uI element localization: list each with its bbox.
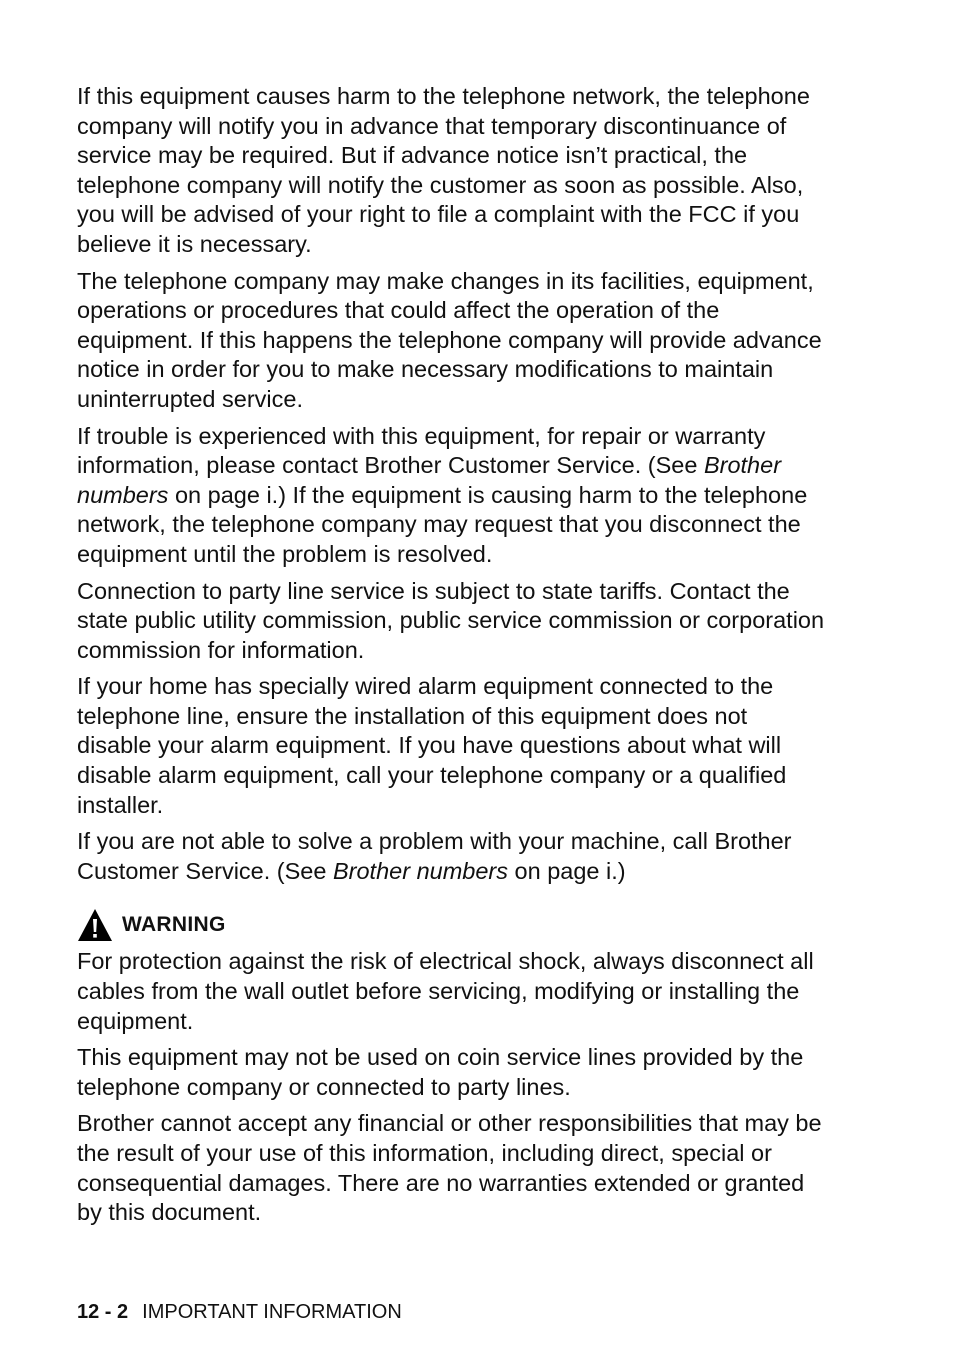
page-number: 12 - 2 [77,1301,129,1323]
paragraph-customer-service-after: on page i.) [508,857,626,884]
paragraph-customer-service [77,827,827,886]
paragraph-facility-changes: The telephone company may make changes in its facilities, equipment, operations or procedures that could affect the operation of the equipment. If this happens the telephone company will provide advance notice in order for you to make necessary modifications to maintain uninterrupted service. [77,267,822,412]
page-footer [77,1300,402,1324]
paragraph-alarm-equipment: If your home has specially wired alarm equipment connected to the telephone line, ensure the installation of this equipment does not disable your alarm equipment. If you have questions about what will disable alarm equipment, call your telephone company or a qualified installer. [77,673,787,818]
paragraph-network-harm: If this equipment causes harm to the telephone network, the telephone company will notify you in advance that temporary discontinuance of service may be required. But if advance notice isn’t practical, the telephone company will notify the customer as soon as possible. Also, you will be advised of your right to file a complaint with the FCC if you believe it is necessary. [77,83,810,257]
paragraph-customer-service-before: If you are not able to solve a problem with your machine, call Brother Customer Service. (See [77,828,792,884]
paragraph-trouble [77,422,827,570]
warning-paragraph-coin-service: This equipment may not be used on coin service lines provided by the telephone company or connected to party lines. [77,1044,804,1100]
warning-paragraph-liability: Brother cannot accept any financial or other responsibilities that may be the result of your use of this information, including direct, special or consequential damages. There are no warranties extended or granted by this document. [77,1110,822,1226]
warning-triangle-icon [77,908,113,942]
brother-numbers-reference: Brother numbers [332,857,509,884]
brother-numbers-reference: Brother numbers [77,452,782,508]
paragraph-party-line: Connection to party line service is subject to state tariffs. Contact the state public utility commission, public service commission or corporation commission for information. [77,577,825,663]
page-content [77,82,827,1235]
section-title: IMPORTANT INFORMATION [142,1301,402,1323]
paragraph-trouble-after: on page i.) If the equipment is causing harm to the telephone network, the telephone company may request that you disconnect the equipment until the problem is resolved. [77,481,808,567]
warning-label: WARNING [122,913,226,937]
paragraph-trouble-before: If trouble is experienced with this equipment, for repair or warranty information, please contact Brother Customer Service. (See [77,422,766,479]
warning-paragraph-shock: For protection against the risk of electrical shock, always disconnect all cables from the wall outlet before servicing, modifying or installing the equipment. [77,948,814,1034]
warning-heading [77,908,827,942]
